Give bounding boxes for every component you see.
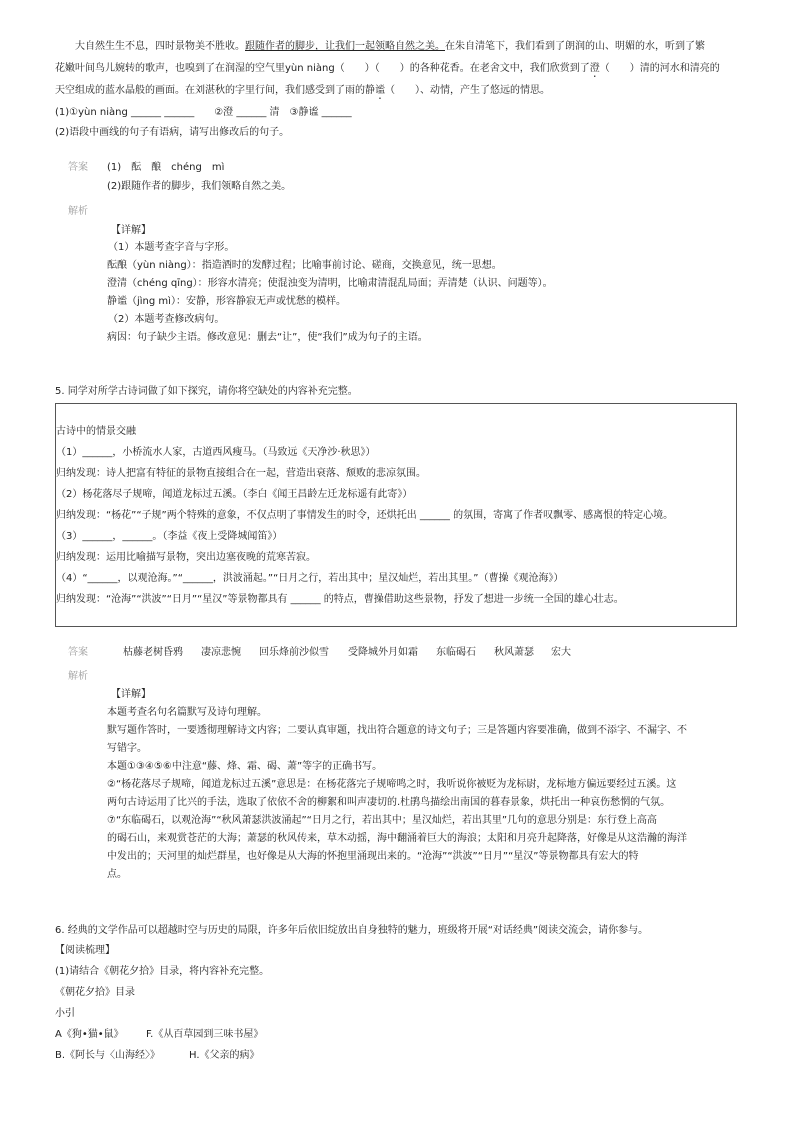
q6-toc-item: H.《父亲的病》 — [189, 1050, 260, 1061]
q5-box-line: 归纳发现：诗人把富有特征的景物直接组合在一起，营造出衰落、颓败的悲凉氛围。 — [56, 468, 426, 479]
q4-underlined-sentence: 跟随作者的脚步，让我们一起领略自然之美。 — [245, 41, 445, 52]
q5-answer-item: 宏大 — [551, 647, 571, 658]
q4-text: （ ）、动情，产生了悠远的情思。 — [385, 85, 550, 96]
q5-stem: 5. 同学对所学古诗词做了如下探究，请你将空缺处的内容补充完整。 — [55, 386, 358, 397]
q5-box-line: （2）杨花落尽子规啼，闻道龙标过五溪。（李白《闻王昌龄左迁龙标遥有此寄》） — [56, 489, 413, 500]
q5-analysis-label: 解析 — [68, 671, 88, 682]
q5-analysis-line: 本题考查名句名篇默写及诗句理解。 — [107, 707, 267, 718]
q5-box-line: 归纳发现：运用比喻描写景物，突出边塞夜晚的荒寒苦寂。 — [56, 552, 316, 563]
q4-text: 大自然生生不息，四时景物美不胜收。 — [75, 41, 245, 52]
q5-box-line: 归纳发现：“杨花”“子规”两个特殊的意象，不仅点明了事情发生的时令，还烘托出 ______ 的氛围，寄寓了作者叹飘零、感离恨的特定心境。 — [56, 510, 674, 521]
q5-answer-item: 回乐烽前沙似雪 — [259, 647, 329, 658]
q5-box-line: 古诗中的情景交融 — [56, 426, 136, 437]
q5-box-line: 归纳发现：“沧海”“洪波”“日月”“星汉”等景物都具有 ______ 的特点，曹操借助这些景物，抒发了想进一步统一全国的雄心壮志。 — [56, 594, 624, 605]
q5-analysis-line: 中发出的；天河里的灿烂群星，也好像是从大海的怀抱里涌现出来的。“沧海”“洪波”“日月”“星汉”等景物都具有宏大的特 — [107, 851, 639, 862]
q4-para-line-2 — [55, 62, 720, 80]
q4-answer-1: (1) 酝 酿 chéng mì — [107, 162, 225, 173]
q5-answer-item: 东临碣石 — [436, 647, 476, 658]
q4-text: 在朱自清笔下，我们看到了朗润的山、明媚的水，听到了繁 — [445, 41, 705, 52]
q4-dotted-char: 澄 — [589, 63, 600, 74]
q4-analysis-line: 【详解】 — [111, 225, 151, 236]
q6-line: 【阅读梳理】 — [55, 945, 115, 956]
q5-analysis-line: 的碣石山，来观赏苍茫的大海；萧瑟的秋风传来，草木动摇，海中翻涌着巨大的海浪；太阳和月亮升起降落，好像是从这浩瀚的海洋 — [107, 833, 687, 844]
q6-toc-item: F.《从百草园到三味书屋》 — [146, 1029, 264, 1040]
q4-text: （ ）清的河水和清亮的 — [599, 63, 720, 74]
q6-line: 6. 经典的文学作品可以超越时空与历史的局限，许多年后依旧绽放出自身独特的魅力，班级将开展“对话经典”阅读交流会，请你参与。 — [55, 925, 649, 936]
q4-para-line-3 — [55, 84, 550, 102]
q4-dotted-char: 谧 — [375, 85, 385, 96]
q5-answer-item: 凄凉悲惋 — [201, 647, 241, 658]
q5-analysis-line: 本题①③④⑤⑥中注意“藤、烽、霜、碣、萧”等字的正确书写。 — [107, 761, 383, 772]
q5-box-line: （1）______，小桥流水人家，古道西风瘦马。（马致远《天净沙·秋思》） — [56, 447, 376, 458]
q5-answer-item: 秋风萧瑟 — [494, 647, 534, 658]
q5-analysis-line: ②“杨花落尽子规啼，闻道龙标过五溪”意思是：在杨花落完子规啼鸣之时，我听说你被贬为龙标尉，龙标地方偏远要经过五溪。这 — [107, 779, 677, 790]
q6-line: 《朝花夕拾》目录 — [55, 987, 135, 998]
q5-analysis-line: 两句古诗运用了比兴的手法，选取了依依不舍的柳絮和叫声凄切的.杜鹃鸟描绘出南国的暮春景象，烘托出一种哀伤愁惘的气氛。 — [107, 797, 671, 808]
q4-analysis-line: （1）本题考查字音与字形。 — [108, 242, 235, 253]
q5-answer-item: 受降城外月如霜 — [348, 647, 418, 658]
q4-analysis-line: 病因：句子缺少主语。修改意见：删去“让”，使“我们”成为句子的主语。 — [107, 332, 428, 343]
q6-line: 小引 — [55, 1008, 75, 1019]
q4-analysis-line: 静谧（jìng mì）：安静，形容静寂无声或忧愁的模样。 — [107, 296, 346, 307]
q4-analysis-line: （2）本题考查修改病句。 — [108, 314, 225, 325]
q5-analysis-line: 写错字。 — [107, 743, 147, 754]
q4-analysis-line: 酝酿（yùn niàng）：指造酒时的发酵过程；比喻事前讨论、磋商，交换意见，统一思想。 — [107, 260, 502, 271]
q6-toc-item: A《狗•猫•鼠》 — [55, 1029, 124, 1040]
q4-text: 天空组成的蓝水晶般的画面。在刘湛秋的字里行间，我们感受到了雨的静 — [55, 85, 375, 96]
q4-answer-2: (2)跟随作者的脚步，我们领略自然之美。 — [107, 181, 292, 192]
q6-toc-item: B.《阿长与〈山海经〉》 — [55, 1050, 161, 1061]
q4-analysis-line: 澄清（chéng qīng）：形容水清亮；使混浊变为清明，比喻肃清混乱局面；弄清楚（认识、问题等）。 — [107, 278, 553, 289]
q5-analysis-line: 点。 — [107, 869, 127, 880]
q5-answer-item: 枯藤老树昏鸦 — [123, 647, 183, 658]
q5-box-line: （4）“______，以观沧海。”“______，洪波涌起。”“日月之行，若出其中；星汉灿烂，若出其里。”（曹操《观沧海》） — [56, 573, 564, 584]
q5-analysis-line: ⑦“东临碣石，以观沧海”“秋风萧瑟洪波涌起”“日月之行，若出其中；星汉灿烂，若出其里”几句的意思分别是：东行登上高高 — [107, 815, 658, 826]
q4-answer-label: 答案 — [68, 162, 88, 173]
q4-para-line-1 — [75, 40, 705, 54]
q4-sub-2: (2)语段中画线的句子有语病，请写出修改后的句子。 — [55, 127, 290, 138]
q4-sub-1: (1)①yùn niàng ______ ______ ②澄 ______ 清 ③静谧 ______ — [55, 107, 352, 118]
q6-line: (1)请结合《朝花夕拾》目录，将内容补充完整。 — [55, 966, 270, 977]
q4-analysis-label: 解析 — [68, 206, 88, 217]
q5-analysis-line: 默写题作答时，一要透彻理解诗文内容；二要认真审题，找出符合题意的诗文句子；三是答题内容要准确，做到不添字、不漏字、不 — [107, 725, 687, 736]
q4-text: 花嫩叶间鸟儿婉转的歌声，也嗅到了在润湿的空气里yùn niàng（ ）（ ）的各种花香。在老舍文中，我们欣赏到了 — [55, 63, 590, 74]
q5-analysis-line: 【详解】 — [111, 689, 151, 700]
q5-box-line: （3）______，______。（李益《夜上受降城闻笛》） — [56, 531, 283, 542]
q5-answer-label: 答案 — [68, 647, 88, 658]
